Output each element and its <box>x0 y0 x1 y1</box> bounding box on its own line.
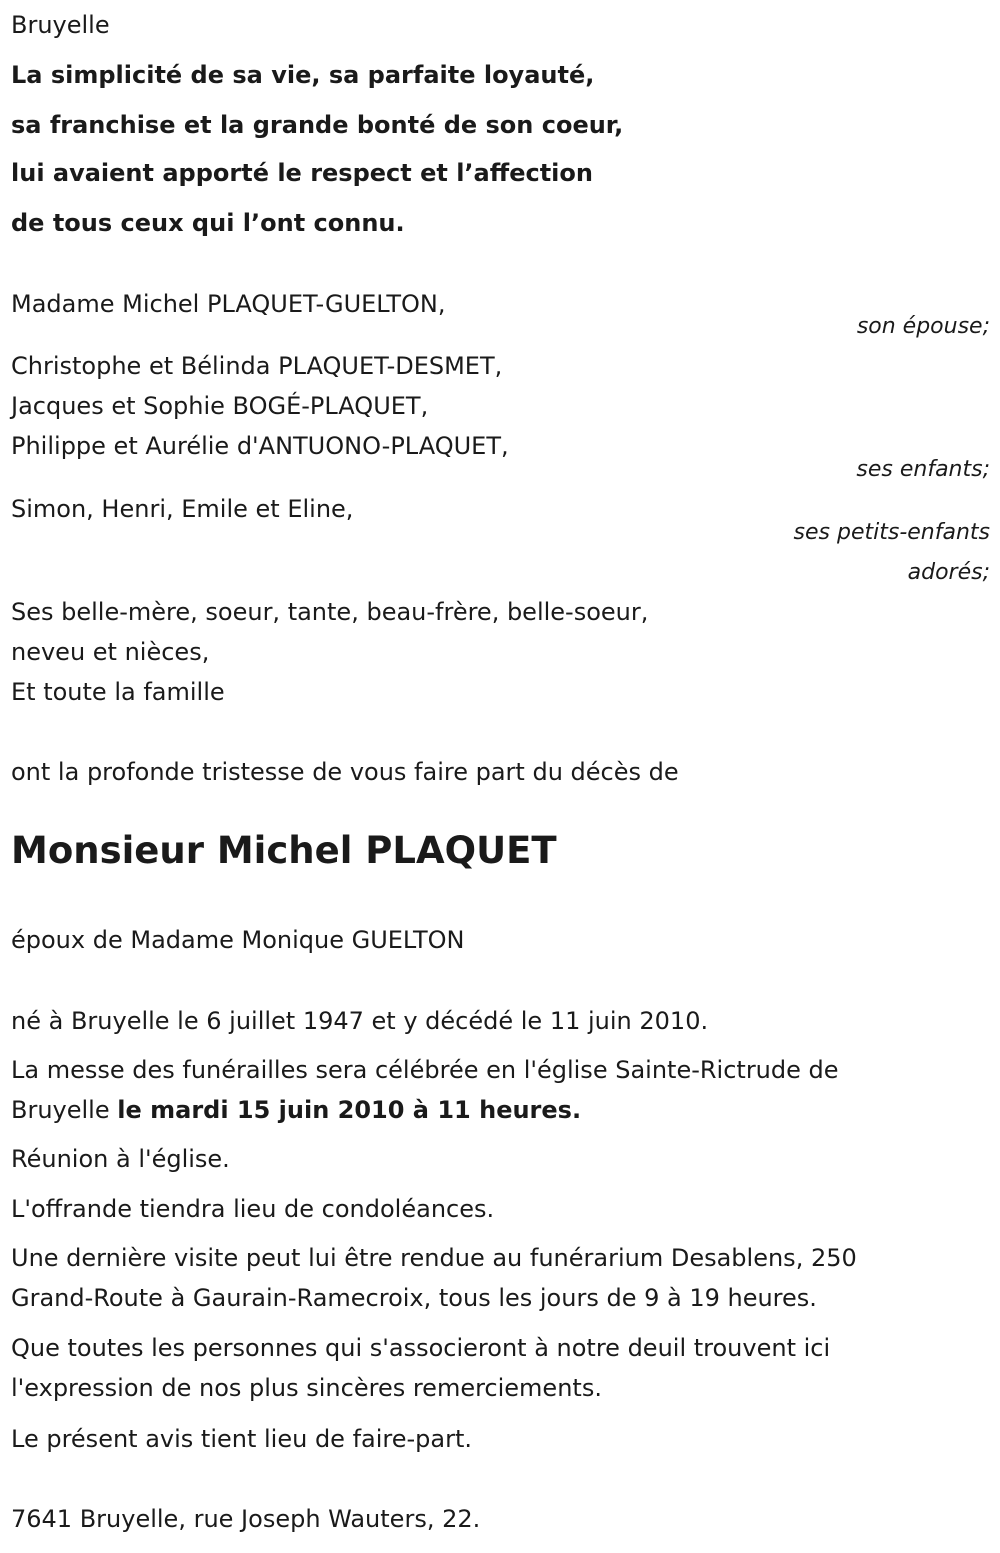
quote-line: de tous ceux qui l’ont connu. <box>11 209 405 237</box>
spouse-name: Madame Michel PLAQUET-GUELTON, <box>11 290 446 318</box>
visit-info: Grand-Route à Gaurain-Ramecroix, tous les jours de 9 à 19 heures. <box>11 1284 817 1312</box>
mass-date: le mardi 15 juin 2010 à 11 heures. <box>117 1096 582 1124</box>
thanks: Que toutes les personnes qui s'associeront à notre deuil trouvent ici <box>11 1334 831 1362</box>
location: Bruyelle <box>11 11 110 39</box>
visit-info: Une dernière visite peut lui être rendue au funérarium Desablens, 250 <box>11 1244 857 1272</box>
mass-place: Bruyelle <box>11 1096 118 1124</box>
mass-info-line2 <box>11 1095 581 1125</box>
child-name: Philippe et Aurélie d'ANTUONO-PLAQUET, <box>11 432 509 460</box>
children-role: ses enfants; <box>856 457 990 482</box>
child-name: Jacques et Sophie BOGÉ-PLAQUET, <box>11 392 429 420</box>
other-family: Ses belle-mère, soeur, tante, beau-frère, belle-soeur, <box>11 598 649 626</box>
notice: Le présent avis tient lieu de faire-part. <box>11 1425 473 1453</box>
mass-info: La messe des funérailles sera célébrée en l'église Sainte-Rictrude de <box>11 1056 839 1084</box>
quote-line: lui avaient apporté le respect et l’affection <box>11 159 593 187</box>
spouse-role: son épouse; <box>856 314 990 339</box>
quote-line: sa franchise et la grande bonté de son coeur, <box>11 111 624 139</box>
address: 7641 Bruyelle, rue Joseph Wauters, 22. <box>11 1505 481 1533</box>
other-family: neveu et nièces, <box>11 638 210 666</box>
grandchildren-role: ses petits-enfants <box>793 520 990 545</box>
child-name: Christophe et Bélinda PLAQUET-DESMET, <box>11 352 503 380</box>
spouse-of: époux de Madame Monique GUELTON <box>11 926 465 954</box>
reunion: Réunion à l'église. <box>11 1145 230 1173</box>
quote-line: La simplicité de sa vie, sa parfaite loyauté, <box>11 61 595 89</box>
thanks: l'expression de nos plus sincères remerciements. <box>11 1374 602 1402</box>
grandchildren-role: adorés; <box>907 560 990 585</box>
grandchildren-names: Simon, Henri, Emile et Eline, <box>11 495 354 523</box>
offering: L'offrande tiendra lieu de condoléances. <box>11 1195 495 1223</box>
birth-death: né à Bruyelle le 6 juillet 1947 et y décédé le 11 juin 2010. <box>11 1007 709 1035</box>
deceased-name: Monsieur Michel PLAQUET <box>11 829 557 872</box>
other-family: Et toute la famille <box>11 678 225 706</box>
announcement: ont la profonde tristesse de vous faire part du décès de <box>11 758 679 786</box>
